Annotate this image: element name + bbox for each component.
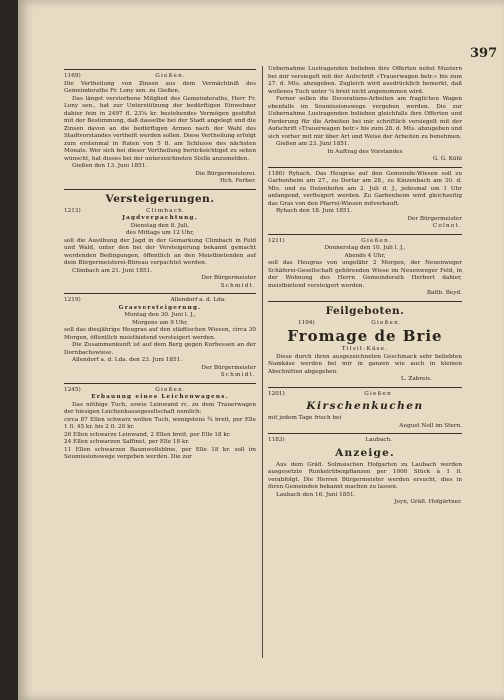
page-number: 397 xyxy=(470,46,498,61)
notice-body: Das längst verstorbene Mitglied des Gemeinderaths, Herr Fr. Lony sen., hat zur Unterstützung der bedürftigen Einwohner dahier fein in 2497 fl. 23⅝ kr. bestehendes Vermögen gestiftet mit der Bestimmung, daß dasselbe bei der Stadt angelegt und die Zinsen davon an die bedürftigen Armen nach der Wahl des Stadtvorstandes vertheilt werden sollen. Diese Vertheilung erfolgt zum erstenmal in Raten von 5 fl. am Schlusse des nächsten Monats. Wer sich bei dieser Vertheilung berücksichtiget zu sehen wünscht, hat dieses bei der unterzeichneten Stelle anzumelden. xyxy=(64,95,256,162)
notice-1213 xyxy=(64,208,256,291)
notice-continuation xyxy=(268,66,462,164)
divider xyxy=(64,69,256,70)
notice-1219 xyxy=(64,297,256,380)
notice-when: Donnerstag den 10. Juli l. J., xyxy=(324,245,406,251)
notice-subtitle: Tilsit-Käse. xyxy=(341,346,389,352)
notice-time: des Mittags um 12 Uhr, xyxy=(126,230,194,236)
entry-place: Gießen. xyxy=(371,319,402,326)
entry-number: 1213) xyxy=(64,207,81,214)
notice-title: Fromage de Brie xyxy=(287,327,443,345)
notice-1169 xyxy=(64,73,256,186)
continuation-body-2: Ferner sollen die Decorations-Arbeiten am fraglichen Wagen ebenfalls im Soumissionswege vergeben werden. Die zur Uebernahme Lustragenden belieben gleichfalls ihre Offerten und Forderung für die Arbeiten bei mir schriftlich versiegelt mit der Aufschrift »Trauerwagen betr.« bis zum 28. d. Mts. abzugeben und sich vorher mit mir über Art und Weise der Arbeiten zu benehmen. xyxy=(268,96,462,140)
notice-date: Laubach den 16. Juni 1851. xyxy=(276,491,356,498)
entry-number: 1183) xyxy=(268,437,285,443)
signature-name: Hch. Ferber. xyxy=(219,178,256,184)
notice-body: soll die Ausübung der Jagd in der Gemarkung Climbach in Feld und Wald, unter den bei der Versteigerung bekannt gemacht werdenden Bedingungen, öffentlich an den Meistbietenden auf dem Bürgermeisterei-Büreau verpachtet werden. xyxy=(64,237,256,266)
notice-body: Ryhach. Das Heugras auf den Gemeinde-Wiesen soll zu Garbenheim am 27., zu Dorlar am 28., zu Kinzenbach am 30. d. Mts. und zu Dutenhofen am 2. Juli d. J., jedesmal um 1 Uhr anfangend, verfteigert werden. Zu Garbenheim wird gleichzeitig das Gras von den Pfarrei-Wiesen mitverkauft. xyxy=(268,170,463,207)
continuation-date: Gießen am 23. Juni 1851. xyxy=(276,141,350,147)
notice-date: Allendorf a. d. Lda. den 23. Juni 1851. xyxy=(72,357,183,363)
item-line: 24 Ellen schwarzen Saffinet, per Elle 18 kr. xyxy=(64,439,190,445)
notice-1201 xyxy=(268,391,462,431)
signature-name: Balth. Beyd. xyxy=(426,290,462,296)
signature-name: G. G. Kühl xyxy=(432,156,462,162)
notice-body-2: Die Zusammenkunft ist auf dem Berg gegen Kurhessen an der Dornbachswiese. xyxy=(64,342,256,356)
item-line: 11 Ellen schwarzen Baumwollsblme, per Elle 18 kr. soll im Soumissionswege vergeben werden. Die zur xyxy=(64,446,256,460)
signature-name: Schmidt. xyxy=(220,372,256,378)
notice-body: mit jedem Tage frisch bei xyxy=(268,415,342,421)
notice-date: Gießen den 13. Juni 1851. xyxy=(72,163,148,169)
notice-date: Climbach am 21. Juni 1851. xyxy=(72,267,153,274)
entry-place: Gießen xyxy=(364,390,392,397)
notice-1183 xyxy=(268,437,462,507)
divider xyxy=(268,167,462,168)
entry-number: 1169) xyxy=(64,73,81,79)
notice-1194 xyxy=(268,320,462,384)
notice-body: Das nöthige Tuch, sowie Leinwand rc. zu dem Trauerwagen der hiesigen Leichenkassegesellschaft nemlich: xyxy=(64,401,256,415)
signature-name: Joyn, Gräfl. Hofgärtner. xyxy=(394,499,462,505)
notice-lead: Die Vertheilung von Zinsen aus dem Vermächtniß des Gemeinderaths Fr. Lony sen. zu Gießen. xyxy=(64,80,256,94)
item-line: 26 Ellen schwarze Leinwand, 2 Ellen breit, per Elle 18 kr. xyxy=(64,431,231,438)
entry-place: Laubach. xyxy=(365,437,392,443)
signature-office: Die Bürgermeisterei. xyxy=(195,170,256,177)
column-divider xyxy=(262,66,263,658)
notice-1211 xyxy=(268,238,462,298)
section-title-versteigerungen: Versteigerungen. xyxy=(105,192,215,205)
entry-place: Gießen. xyxy=(155,73,186,79)
divider xyxy=(64,383,256,384)
notice-title: Anzeige. xyxy=(335,446,395,459)
notice-title: Kirschenkuchen xyxy=(306,400,424,412)
entry-number: 1245) xyxy=(64,386,81,393)
notice-1180 xyxy=(268,171,462,231)
entry-number: 1194) xyxy=(298,319,315,326)
newspaper-page xyxy=(18,0,504,700)
notice-time: Abends 4 Uhr, xyxy=(344,252,386,259)
signature-name: Schmidt. xyxy=(220,282,256,289)
entry-place: Gießen. xyxy=(155,386,186,393)
signature-office: Der Bürgermeister xyxy=(407,215,462,222)
notice-title: Erbauung eines Leichenwagens. xyxy=(91,394,229,400)
notice-body: soll das Heugras von ungefähr 2 Morgen, der Neuenweger Schäferei-Gesellschaft gehörenden Wiese im Neuenweger Feld, in der Wohnung des Herrn Gemeinderath Herbert dahier, meistbietend versteigert werden. xyxy=(268,260,462,289)
entry-place: Allendorf a. d. Lda. xyxy=(170,297,226,303)
notice-date: Ryhach den 18. Juni 1851. xyxy=(276,208,352,214)
entry-place: Gießen. xyxy=(361,237,392,244)
entry-place: Climbach. xyxy=(146,207,186,214)
left-column xyxy=(64,66,256,462)
divider xyxy=(268,387,462,388)
notice-body: Aus dem Gräfl. Solmsischen Hofgarten zu Laubach werden ausgesetzte Runkelrübenpflanzen per 1000 Stück à 1 fl. verabfolgt. Die Herren Bürgermeister werden ersucht, dies in ihren Gemeinden bekannt machen zu lassen. xyxy=(268,461,462,490)
signature-office: Der Bürgermeister xyxy=(201,364,256,371)
notice-1245 xyxy=(64,387,256,462)
divider xyxy=(64,189,256,190)
notice-when: Montag den 30. Juni l. J., xyxy=(124,312,196,318)
signature-name: August Noll im Stern. xyxy=(399,422,462,429)
notice-when: Dienstag den 8. Juli, xyxy=(130,222,190,229)
continuation-body: Uebernahme Lustragenden belieben ihre Offerten nebst Mustern bei mir versiegelt mit der Aufschrift »Trauerwagen betr.« bis zum 27. d. Mts. abzugeben. Zugleich wird ausdrücklich bemerkt, daß wollenes Tuch unter ⁵⁄₄ breit nicht angenommen wird. xyxy=(268,66,462,95)
notice-body: Diese durch ihren ausgezeichneten Geschmack sehr beliebten Namkäse werden bei mir in ganzen wie auch in kleinen Abschnitten abgegeben. xyxy=(268,353,462,375)
entry-number: 1201) xyxy=(268,390,285,397)
entry-number: 1211) xyxy=(268,237,285,244)
divider xyxy=(64,293,256,294)
right-column xyxy=(268,66,462,507)
notice-time: Morgens um 9 Uhr, xyxy=(131,319,188,326)
divider xyxy=(268,234,462,235)
divider xyxy=(268,301,462,302)
notice-title: Grasversteigerung. xyxy=(118,304,202,311)
signature-name: Colnot. xyxy=(432,223,462,229)
signature-office: Der Bürgermeister xyxy=(201,275,256,281)
entry-number: 1180) xyxy=(268,170,285,177)
item-line: circa 87 Ellen schwarz wollen Tuch, wenigstens ¾ breit, per Elle 1 fl. 45 kr. bis 2 fl. 20 kr. xyxy=(64,416,256,430)
notice-body: soll das diesjährige Heugras auf den städtischen Wiesen, circa 30 Morgen, öffentlich meistbietend versteigert werden. xyxy=(64,327,256,341)
divider xyxy=(268,433,462,434)
signature-office: In Auftrag des Vorstandes xyxy=(327,148,403,155)
entry-number: 1219) xyxy=(64,297,81,303)
section-title-feilgeboten: Feilgeboten. xyxy=(325,304,405,317)
notice-title: Jagdverpachtung. xyxy=(122,215,198,221)
signature-name: L. Zabreis. xyxy=(400,376,432,382)
